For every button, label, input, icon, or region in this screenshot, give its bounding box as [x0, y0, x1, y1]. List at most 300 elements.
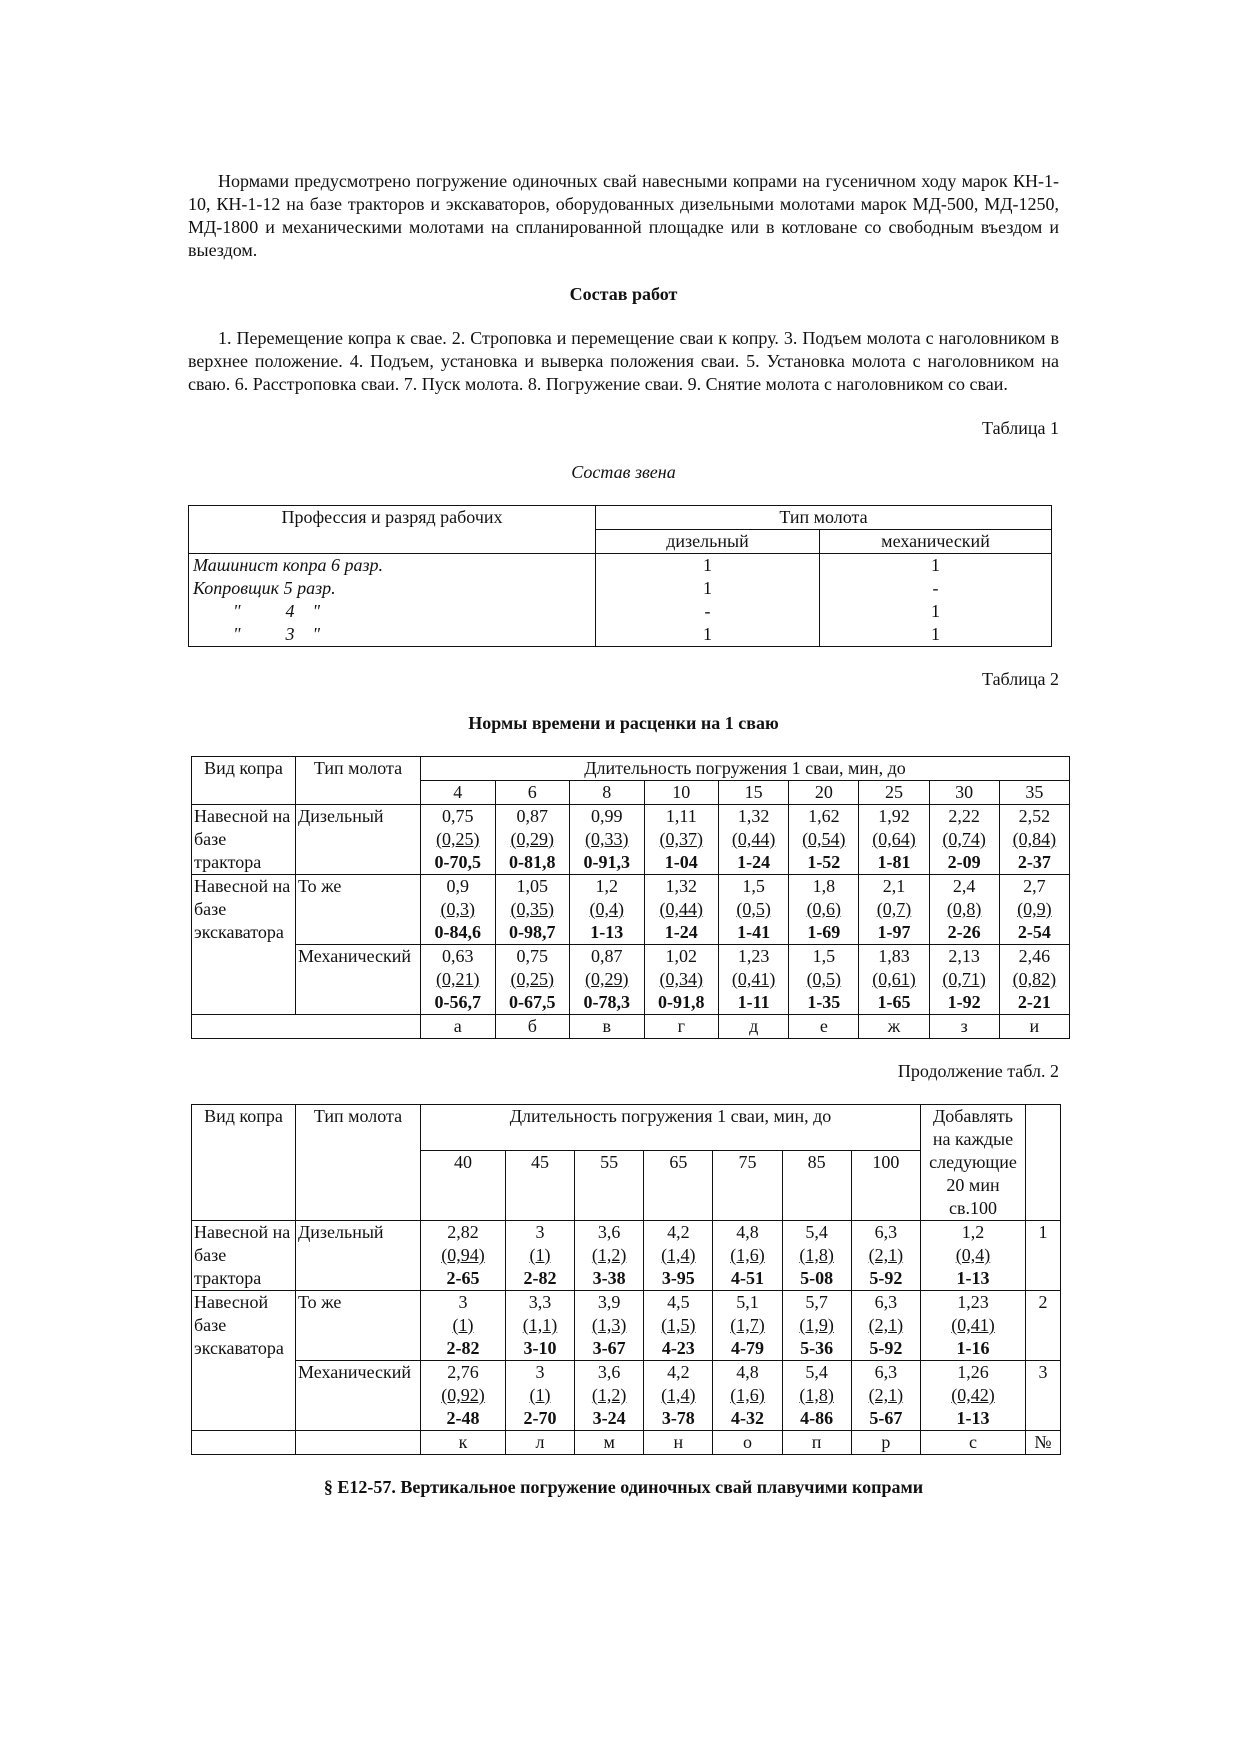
- column-letter: м: [575, 1431, 644, 1455]
- machine-time: (0,21): [436, 969, 480, 989]
- column-letter: н: [644, 1431, 713, 1455]
- duration-header: 65: [644, 1151, 713, 1221]
- rate-value: 4-23: [661, 1338, 695, 1358]
- duration-header: 85: [782, 1151, 851, 1221]
- crew-mech: 1: [820, 623, 1052, 647]
- duration-header: 4: [421, 781, 496, 805]
- table-cell: [495, 945, 570, 1015]
- machine-time: (0,61): [872, 969, 916, 989]
- crew-table-header: [189, 506, 1052, 530]
- machine-time: (0,5): [736, 899, 771, 919]
- kopr-type-line: экскаватора: [194, 1338, 284, 1358]
- norm-time: 2,82: [447, 1222, 479, 1242]
- duration-header: 75: [713, 1151, 782, 1221]
- rate-value: 3-24: [592, 1408, 626, 1428]
- machine-time: (0,71): [942, 969, 986, 989]
- col-hammer-type: Тип молота: [296, 757, 421, 805]
- rate-value: 5-08: [800, 1268, 834, 1288]
- table-cell: [570, 945, 645, 1015]
- rate-value: 3-67: [592, 1338, 626, 1358]
- column-letter: е: [789, 1015, 859, 1039]
- table-cell: [921, 1361, 1026, 1431]
- rate-value: 2-09: [947, 852, 981, 872]
- table-cell: [859, 945, 929, 1015]
- table-cell: [505, 1221, 574, 1291]
- rate-value: 0-56,7: [434, 992, 481, 1012]
- number-label: №: [1026, 1431, 1061, 1455]
- row-number: 3: [1026, 1361, 1061, 1431]
- norm-time: 1,02: [665, 946, 698, 966]
- table-cell: [713, 1361, 782, 1431]
- hammer-type: Дизельный: [296, 805, 421, 875]
- norm-time: 1,2: [961, 1222, 985, 1242]
- col-add-line: Добавлять: [932, 1106, 1014, 1126]
- table-header: [192, 1105, 1061, 1151]
- kopr-type: [192, 875, 296, 1015]
- table-row: [189, 554, 1052, 578]
- col-add-line: на каждые: [932, 1129, 1014, 1149]
- norm-time: 4,2: [667, 1362, 690, 1382]
- machine-time: (1,8): [799, 1385, 834, 1405]
- norm-time: 0,87: [591, 946, 623, 966]
- machine-time: (1,5): [661, 1315, 696, 1335]
- rate-value: 0-91,8: [658, 992, 705, 1012]
- col-duration: Длительность погружения 1 сваи, мин, до: [421, 757, 1070, 781]
- norm-time: 0,87: [516, 806, 549, 826]
- table-row: [189, 577, 1052, 600]
- crew-diesel: 1: [596, 554, 820, 578]
- table-cell: [999, 805, 1069, 875]
- duration-header: 30: [929, 781, 999, 805]
- norm-time: 6,3: [874, 1222, 898, 1242]
- table-cell: [782, 1361, 851, 1431]
- rate-value: 2-54: [1017, 922, 1051, 942]
- norm-time: 3,3: [528, 1292, 552, 1312]
- machine-time: (1,8): [799, 1245, 834, 1265]
- crew-name: " 4 ": [189, 600, 596, 623]
- norm-time: 2,7: [1023, 876, 1046, 896]
- norm-time: 5,1: [736, 1292, 759, 1312]
- table-cell: [495, 875, 570, 945]
- table2-title: Нормы времени и расценки на 1 сваю: [468, 713, 779, 733]
- column-letter: г: [644, 1015, 719, 1039]
- col-diesel: дизельный: [596, 530, 820, 554]
- table-cell: [570, 875, 645, 945]
- kopr-type: [192, 1291, 296, 1431]
- machine-time: (0,54): [802, 829, 846, 849]
- duration-header: 8: [570, 781, 645, 805]
- norm-time: 3,6: [597, 1362, 621, 1382]
- column-letter: ж: [859, 1015, 929, 1039]
- hammer-type: Дизельный: [296, 1221, 421, 1291]
- document-page: [188, 170, 1059, 1499]
- empty-cell: [296, 1431, 421, 1455]
- norm-time: 1,32: [737, 806, 770, 826]
- crew-name: Машинист копра 6 разр.: [189, 554, 596, 578]
- table-cell: [575, 1221, 644, 1291]
- machine-time: (1,2): [591, 1245, 627, 1265]
- table-row: [192, 1361, 1061, 1431]
- column-letter: б: [495, 1015, 570, 1039]
- machine-time: (0,25): [436, 829, 480, 849]
- table-row: [189, 623, 1052, 647]
- machine-time: (0,41): [951, 1315, 995, 1335]
- machine-time: (0,94): [441, 1245, 485, 1265]
- column-letter: и: [999, 1015, 1069, 1039]
- norm-time: 3: [535, 1222, 545, 1242]
- table-cell: [999, 875, 1069, 945]
- norm-time: 0,9: [446, 876, 469, 896]
- column-letter: с: [921, 1431, 1026, 1455]
- col-number: [1026, 1105, 1061, 1221]
- table-cell: [421, 1221, 506, 1291]
- table-cell: [789, 875, 859, 945]
- crew-diesel: 1: [596, 577, 820, 600]
- norm-time: 4,2: [667, 1222, 690, 1242]
- rate-value: 1-13: [590, 922, 624, 942]
- col-add-each: [921, 1105, 1026, 1221]
- col-add-line: 20 мин: [946, 1175, 1000, 1195]
- machine-time: (1,6): [730, 1245, 765, 1265]
- column-letter: д: [719, 1015, 789, 1039]
- table-cell: [929, 945, 999, 1015]
- rate-value: 2-82: [446, 1338, 480, 1358]
- norm-time: 6,3: [874, 1292, 898, 1312]
- table-cell: [644, 805, 719, 875]
- machine-time: (0,5): [806, 969, 842, 989]
- machine-time: (0,92): [441, 1385, 485, 1405]
- rate-value: 4-51: [730, 1268, 764, 1288]
- machine-time: (0,82): [1012, 969, 1057, 989]
- rate-value: 1-41: [737, 922, 771, 942]
- table-cell: [644, 1221, 713, 1291]
- rate-value: 0-78,3: [583, 992, 631, 1012]
- table-row: [192, 805, 1070, 875]
- norm-time: 2,4: [952, 876, 976, 896]
- rate-value: 5-67: [869, 1408, 903, 1428]
- norm-time: 1,23: [737, 946, 770, 966]
- col-mechanical: механический: [820, 530, 1052, 554]
- norm-time: 1,5: [812, 946, 836, 966]
- table-cell: [921, 1221, 1026, 1291]
- table-cell: [999, 945, 1069, 1015]
- crew-mech: 1: [820, 600, 1052, 623]
- norm-time: 0,63: [442, 946, 474, 966]
- norm-time: 2,46: [1018, 946, 1051, 966]
- kopr-type-line: базе: [194, 1315, 227, 1335]
- rate-value: 1-35: [807, 992, 841, 1012]
- machine-time: (2,1): [868, 1245, 904, 1265]
- duration-header: 6: [495, 781, 570, 805]
- rate-value: 2-82: [523, 1268, 557, 1288]
- rate-value: 0-70,5: [434, 852, 481, 872]
- machine-time: (0,9): [1017, 899, 1052, 919]
- machine-time: (0,3): [440, 899, 475, 919]
- rate-value: 2-65: [446, 1268, 480, 1288]
- rate-value: 1-13: [956, 1408, 990, 1428]
- crew-name: " 3 ": [189, 623, 596, 647]
- crew-mech: -: [820, 577, 1052, 600]
- rate-value: 1-11: [737, 992, 770, 1012]
- machine-time: (1,1): [522, 1315, 558, 1335]
- rate-value: 1-69: [807, 922, 841, 942]
- table1-label: Таблица 1: [982, 418, 1059, 438]
- table-cell: [789, 945, 859, 1015]
- norm-time: 1,11: [665, 806, 697, 826]
- duration-header: 100: [851, 1151, 920, 1221]
- norm-time: 0,75: [516, 946, 549, 966]
- col-hammer-type: Тип молота: [296, 1105, 421, 1221]
- section-heading: § Е12-57. Вертикальное погружение одиночных свай плавучими копрами: [323, 1477, 924, 1497]
- machine-time: (0,44): [731, 829, 776, 849]
- norm-time: 5,7: [805, 1292, 828, 1312]
- rate-value: 3-10: [523, 1338, 557, 1358]
- kopr-type: [192, 805, 296, 875]
- machine-time: (0,25): [510, 969, 555, 989]
- duration-header: 55: [575, 1151, 644, 1221]
- table-cell: [859, 875, 929, 945]
- machine-time: (0,74): [942, 829, 986, 849]
- empty-cell: [192, 1431, 296, 1455]
- rate-value: 1-24: [737, 852, 771, 872]
- norm-time: 1,5: [742, 876, 765, 896]
- row-number: 1: [1026, 1221, 1061, 1291]
- empty-cell: [192, 1015, 421, 1039]
- norm-time: 0,99: [591, 806, 623, 826]
- table-cell: [421, 1291, 506, 1361]
- column-letter: в: [570, 1015, 645, 1039]
- norm-time: 5,4: [805, 1222, 828, 1242]
- rate-value: 0-91,3: [583, 852, 631, 872]
- machine-time: (2,1): [868, 1385, 904, 1405]
- rate-value: 0-67,5: [509, 992, 556, 1012]
- machine-time: (0,4): [589, 899, 625, 919]
- rate-value: 4-79: [730, 1338, 764, 1358]
- machine-time: (1,6): [730, 1385, 765, 1405]
- letters-row: [192, 1015, 1070, 1039]
- crew-name: Копровщик 5 разр.: [189, 577, 596, 600]
- rate-value: 1-04: [664, 852, 698, 872]
- machine-time: (0,34): [659, 969, 704, 989]
- kopr-type-line: Навесной на: [194, 876, 291, 896]
- machine-time: (0,6): [806, 899, 842, 919]
- machine-time: (0,7): [876, 899, 912, 919]
- kopr-type-line: базе: [194, 1245, 227, 1265]
- machine-time: (1): [529, 1385, 551, 1405]
- table-cell: [421, 875, 496, 945]
- column-letter: о: [713, 1431, 782, 1455]
- hammer-type: Механический: [296, 1361, 421, 1431]
- kopr-type-line: базе: [194, 899, 227, 919]
- norms-table-continued: [191, 1104, 1061, 1455]
- rate-value: 1-97: [877, 922, 911, 942]
- machine-time: (0,29): [585, 969, 629, 989]
- duration-header: 45: [505, 1151, 574, 1221]
- machine-time: (1): [529, 1245, 551, 1265]
- norm-time: 1,32: [665, 876, 698, 896]
- table-cell: [929, 805, 999, 875]
- table-cell: [713, 1291, 782, 1361]
- table-cell: [644, 1361, 713, 1431]
- machine-time: (1,4): [661, 1385, 696, 1405]
- crew-diesel: 1: [596, 623, 820, 647]
- machine-time: (0,44): [659, 899, 704, 919]
- norm-time: 1,26: [957, 1362, 989, 1382]
- column-letter: л: [505, 1431, 574, 1455]
- table-cell: [421, 1361, 506, 1431]
- col-profession: Профессия и разряд рабочих: [189, 506, 596, 554]
- hammer-type: То же: [296, 1291, 421, 1361]
- machine-time: (0,42): [951, 1385, 995, 1405]
- rate-value: 1-92: [947, 992, 981, 1012]
- table-cell: [505, 1361, 574, 1431]
- table-cell: [851, 1361, 920, 1431]
- norm-time: 1,92: [878, 806, 910, 826]
- hammer-type: Механический: [296, 945, 421, 1015]
- rate-value: 0-84,6: [434, 922, 481, 942]
- machine-time: (1,9): [799, 1315, 834, 1335]
- rate-value: 2-37: [1017, 852, 1051, 872]
- table-row: [192, 875, 1070, 945]
- table-cell: [644, 945, 719, 1015]
- machine-time: (0,37): [659, 829, 704, 849]
- machine-time: (1,4): [661, 1245, 696, 1265]
- kopr-type: [192, 1221, 296, 1291]
- duration-header: 35: [999, 781, 1069, 805]
- works-paragraph: 1. Перемещение копра к свае. 2. Строповка и перемещение сваи к копру. 3. Подъем молота с наголовником в верхнее положение. 4. Подъем, установка и выверка положения сваи. 5. Установка молота с наголовником на сваю. 6. Расстроповка сваи. 7. Пуск молота. 8. Погружение сваи. 9. Снятие молота с наголовником со сваи.: [188, 328, 1059, 394]
- column-letter: р: [851, 1431, 920, 1455]
- duration-header: 25: [859, 781, 929, 805]
- col-hammer-type: Тип молота: [596, 506, 1052, 530]
- rate-value: 2-70: [523, 1408, 557, 1428]
- norm-time: 1,2: [595, 876, 619, 896]
- norm-time: 2,1: [882, 876, 906, 896]
- table-cell: [713, 1221, 782, 1291]
- machine-time: (0,84): [1012, 829, 1057, 849]
- rate-value: 1-65: [877, 992, 911, 1012]
- table-cell: [859, 805, 929, 875]
- norm-time: 2,22: [948, 806, 980, 826]
- table-cell: [851, 1291, 920, 1361]
- works-heading: Состав работ: [569, 284, 678, 304]
- intro-paragraph: Нормами предусмотрено погружение одиночных свай навесными копрами на гусеничном ходу марок КН-1-10, КН-1-12 на базе тракторов и экскаваторов, оборудованных дизельными молотами марок МД-500, МД-1250, МД-1800 и механическими молотами на спланированной площадке или в котловане со свободным въездом и выездом.: [188, 171, 1059, 260]
- letters-row: [192, 1431, 1061, 1455]
- norm-time: 1,05: [516, 876, 549, 896]
- machine-time: (0,4): [955, 1245, 991, 1265]
- col-kopr-type: Вид копра: [192, 757, 296, 805]
- rate-value: 3-38: [592, 1268, 626, 1288]
- table-row: [192, 1221, 1061, 1291]
- table-cell: [921, 1291, 1026, 1361]
- table-cell: [719, 805, 789, 875]
- rate-value: 1-81: [877, 852, 911, 872]
- crew-table: [188, 505, 1052, 647]
- machine-time: (0,35): [510, 899, 555, 919]
- kopr-type-line: Навесной на: [194, 1222, 291, 1242]
- norm-time: 3,9: [597, 1292, 621, 1312]
- rate-value: 1-16: [956, 1338, 990, 1358]
- table-cell: [644, 875, 719, 945]
- table-cell: [782, 1291, 851, 1361]
- machine-time: (0,41): [731, 969, 776, 989]
- crew-mech: 1: [820, 554, 1052, 578]
- norm-time: 4,8: [736, 1362, 759, 1382]
- table-cell: [421, 805, 496, 875]
- rate-value: 0-98,7: [509, 922, 556, 942]
- machine-time: (1): [452, 1315, 474, 1335]
- norm-time: 6,3: [874, 1362, 898, 1382]
- table-cell: [505, 1291, 574, 1361]
- machine-time: (0,29): [510, 829, 555, 849]
- machine-time: (1,2): [591, 1385, 627, 1405]
- duration-header: 15: [719, 781, 789, 805]
- table-cell: [719, 875, 789, 945]
- norm-time: 2,76: [447, 1362, 479, 1382]
- norm-time: 2,13: [948, 946, 980, 966]
- column-letter: а: [421, 1015, 496, 1039]
- crew-diesel: -: [596, 600, 820, 623]
- col-duration: Длительность погружения 1 сваи, мин, до: [421, 1105, 921, 1151]
- rate-value: 5-36: [800, 1338, 834, 1358]
- rate-value: 2-21: [1017, 992, 1051, 1012]
- norm-time: 3: [458, 1292, 468, 1312]
- norm-time: 3: [535, 1362, 545, 1382]
- kopr-type-line: Навесной на: [194, 806, 291, 826]
- norm-time: 1,83: [878, 946, 910, 966]
- kopr-type-line: трактора: [194, 852, 262, 872]
- table-row: [192, 945, 1070, 1015]
- norm-time: 4,8: [736, 1222, 759, 1242]
- norm-time: 0,75: [442, 806, 474, 826]
- table-cell: [719, 945, 789, 1015]
- rate-value: 3-95: [661, 1268, 695, 1288]
- machine-time: (2,1): [868, 1315, 904, 1335]
- norm-time: 4,5: [667, 1292, 690, 1312]
- norm-time: 2,52: [1018, 806, 1051, 826]
- table2-label: Таблица 2: [982, 669, 1059, 689]
- col-kopr-type: Вид копра: [192, 1105, 296, 1221]
- col-add-line: следующие: [929, 1152, 1017, 1172]
- machine-time: (1,3): [591, 1315, 627, 1335]
- col-add-line: св.100: [949, 1198, 997, 1218]
- column-letter: п: [782, 1431, 851, 1455]
- norm-time: 1,23: [957, 1292, 989, 1312]
- table-cell: [421, 945, 496, 1015]
- rate-value: 2-26: [947, 922, 981, 942]
- machine-time: (1,7): [730, 1315, 765, 1335]
- table-header: [192, 757, 1070, 781]
- rate-value: 1-24: [664, 922, 698, 942]
- rate-value: 1-52: [807, 852, 841, 872]
- table-cell: [495, 805, 570, 875]
- norm-time: 3,6: [597, 1222, 621, 1242]
- machine-time: (0,64): [872, 829, 916, 849]
- table-row: [189, 600, 1052, 623]
- duration-header: 10: [644, 781, 719, 805]
- table-cell: [789, 805, 859, 875]
- rate-value: 5-92: [869, 1268, 903, 1288]
- table-cell: [575, 1361, 644, 1431]
- duration-header: 40: [421, 1151, 506, 1221]
- rate-value: 1-13: [956, 1268, 990, 1288]
- rate-value: 2-48: [446, 1408, 480, 1428]
- rate-value: 5-92: [869, 1338, 903, 1358]
- kopr-type-line: Навесной: [194, 1292, 269, 1312]
- norm-time: 5,4: [805, 1362, 828, 1382]
- column-letter: з: [929, 1015, 999, 1039]
- kopr-type-line: трактора: [194, 1268, 262, 1288]
- table-cell: [782, 1221, 851, 1291]
